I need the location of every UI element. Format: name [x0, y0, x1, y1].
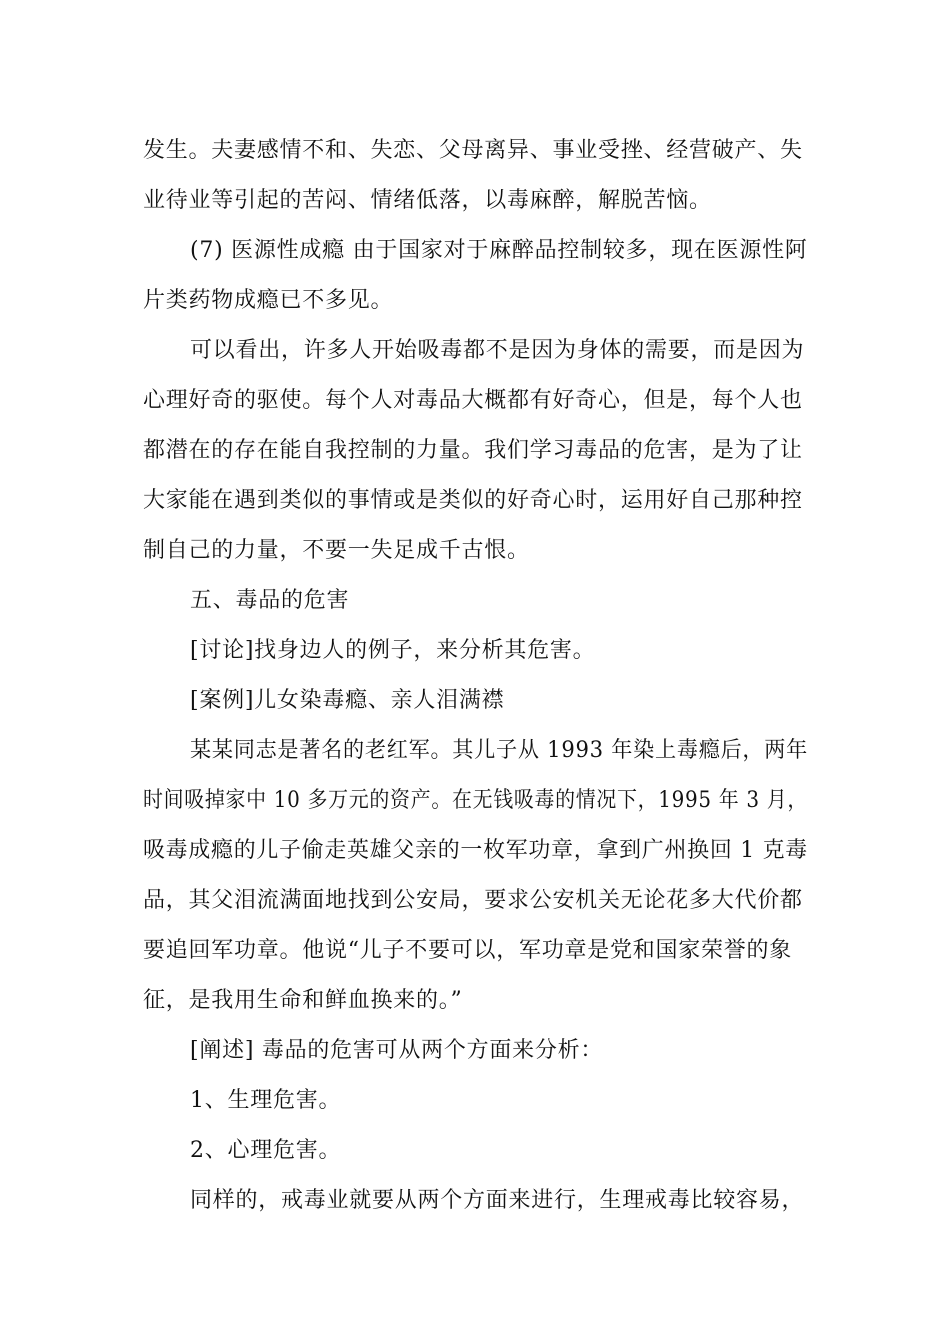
text-line-content: 片类药物成瘾已不多见。 [143, 288, 394, 313]
text-line-content: 心理好奇的驱使。每个人对毒品大概都有好奇心，但是，每个人也 [143, 388, 803, 413]
text-line-content: 同样的，戒毒业就要从两个方面来进行，生理戒毒比较容易， [190, 1188, 805, 1213]
text-line-content: 要追回军功章。他说“儿子不要可以，军功章是党和国家荣誉的象 [143, 938, 792, 963]
text-line-content: 征，是我用生命和鲜血换来的。” [143, 988, 463, 1013]
text-line-content: 业待业等引起的苦闷、情绪低落，以毒麻醉，解脱苦恼。 [143, 188, 712, 213]
text-line-content: 发生。夫妻感情不和、失恋、父母离异、事业受挫、经营破产、失 [143, 138, 803, 163]
text-line-content: 吸毒成瘾的儿子偷走英雄父亲的一枚军功章，拿到广州换回 1 克毒 [143, 838, 808, 863]
list-item-text: 1、生理危害。 [190, 1088, 342, 1113]
text-line [143, 834, 950, 868]
text-line-content: 品，其父泪流满面地找到公安局，要求公安机关无论花多大代价都 [143, 888, 803, 913]
text-line [190, 684, 950, 718]
text-line [190, 634, 950, 668]
text-line [143, 484, 950, 518]
text-line-content: 时间吸掉家中 10 多万元的资产。在无钱吸毒的情况下，1995 年 3 月， [143, 788, 809, 813]
text-line [190, 1034, 950, 1068]
text-line-content: 都潜在的存在能自我控制的力量。我们学习毒品的危害，是为了让 [143, 438, 803, 463]
text-line [143, 184, 950, 218]
text-line [143, 884, 950, 918]
text-line [143, 984, 950, 1018]
text-line-content: [阐述] 毒品的危害可从两个方面来分析： [190, 1038, 604, 1063]
text-line [143, 934, 950, 968]
text-line [143, 434, 950, 468]
text-line [190, 234, 950, 268]
section-heading [190, 584, 950, 618]
text-line [143, 384, 950, 418]
section-heading-text: 五、毒品的危害 [190, 588, 350, 613]
text-line-content: 可以看出，许多人开始吸毒都不是因为身体的需要，而是因为 [190, 338, 805, 363]
text-line-content: 大家能在遇到类似的事情或是类似的好奇心时，运用好自己那种控 [143, 488, 803, 513]
text-line [190, 334, 950, 368]
text-line-content: [讨论]找身边人的例子，来分析其危害。 [190, 638, 596, 663]
text-line-content: 某某同志是著名的老红军。其儿子从 1993 年染上毒瘾后，两年 [190, 738, 809, 763]
list-item [190, 1134, 950, 1168]
text-line-content: 制自己的力量，不要一失足成千古恨。 [143, 538, 530, 563]
text-line [143, 534, 950, 568]
text-line [143, 784, 950, 818]
text-line-content: [案例]儿女染毒瘾、亲人泪满襟 [190, 688, 505, 713]
list-item [190, 1084, 950, 1118]
text-line [190, 734, 950, 768]
text-line [143, 134, 950, 168]
text-line-content: (7) 医源性成瘾 由于国家对于麻醉品控制较多，现在医源性阿 [190, 238, 808, 263]
text-line [143, 284, 950, 318]
list-item-text: 2、心理危害。 [190, 1138, 342, 1163]
text-line [190, 1184, 950, 1218]
